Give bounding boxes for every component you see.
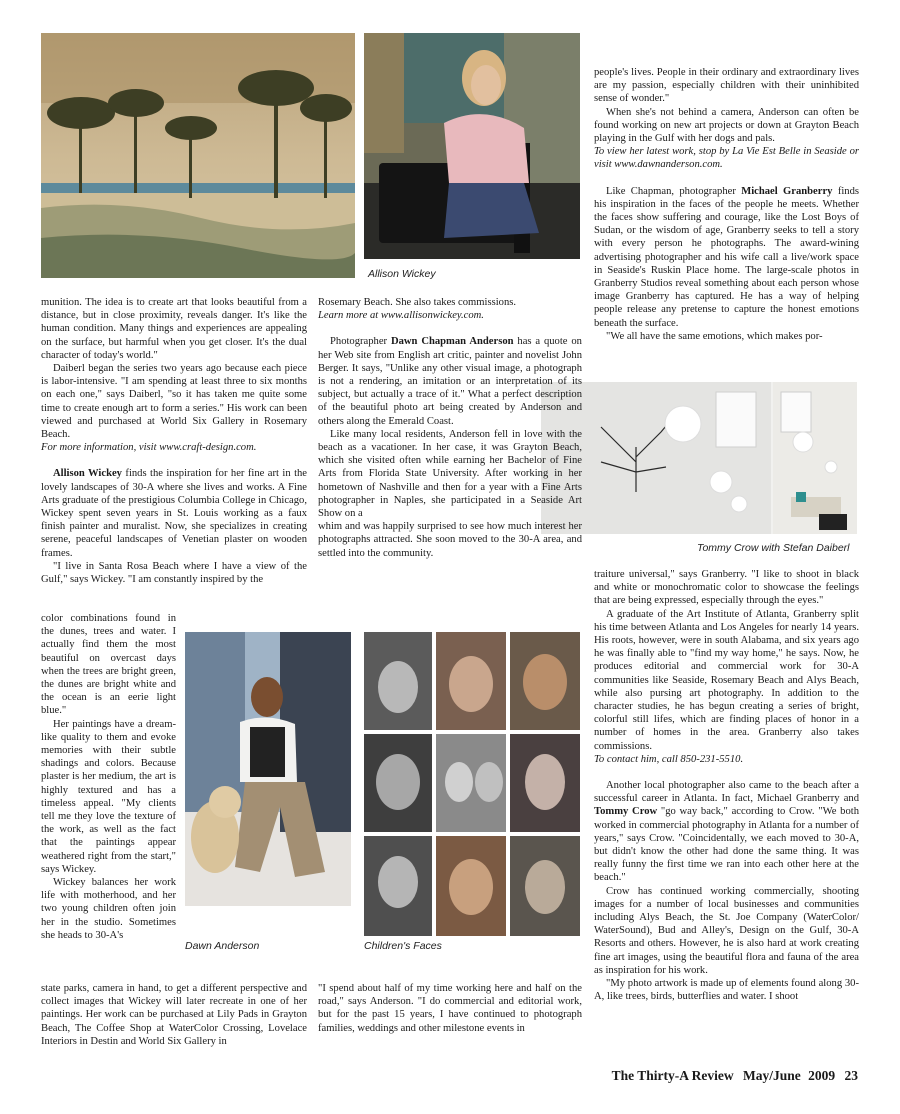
issue-month: May/June xyxy=(742,1068,801,1083)
paragraph: Like many local residents, Anderson fell in love with the beach as a vacationer. In her case, it was Grayton Beach, which she visited often while earning her Bachelor of Fine Arts from Florida State University. After working in her hometown of Nashville and then for a year with a Fine Arts photographer in Naples, she participated in a Seaside Art Show on a xyxy=(318,428,582,520)
paragraph-text: finds his inspiration in the faces of the people he meets. Whether the faces show suffering and courage, like the Lost Boys of Sudan, or the wisdom of age, Granberry seeks to tell a story with every person he photographs. The award-wining advertising photographer and his wife call a live/work space in Seaside's Ruskin Place home. The large-scale photos in Granberry Studios reveal something about each person whose image Granberry has captured. He has a way of helping people release any pretense to capture the honest emotions beneath the surface. xyxy=(594,185,860,329)
issue-year: 2009 xyxy=(808,1068,836,1083)
name-tommy-crow: Tommy Crow xyxy=(594,806,658,818)
credit-line: To contact him, call 850-231-5510. xyxy=(594,753,744,765)
column-3-bottom xyxy=(594,568,859,1004)
page-number: 23 xyxy=(844,1068,858,1083)
column-2-top xyxy=(318,296,582,560)
credit-line: For more information, visit www.craft-design.com. xyxy=(41,442,257,454)
paragraph-text: Photographer xyxy=(330,336,391,348)
paragraph-text: Another local photographer also came to the beach after a successful career in Atlanta. In fact, Michael Granberry and xyxy=(594,780,859,805)
paragraph: A graduate of the Art Institute of Atlanta, Granberry split his time between Atlanta and Los Angeles for nearly 14 years. His roots, however, were in south Alabama, and six years ago he was finally able to "find my way home," he says. Now, he produces editorial and commercial work for 30-A communities like Seaside, Rosemary Beach and Alys Beach, while also pursing art photography. In addition to the character studies, he has begun creating a series of bright, colorful still lifes, which are finding places of honor in a number of homes in the area. Granberry also takes commissions. xyxy=(594,608,859,752)
name-michael-granberry: Michael Granberry xyxy=(741,185,833,197)
allison-wickey-photo xyxy=(364,33,580,259)
landscape-painting-image xyxy=(41,33,355,278)
page-footer xyxy=(612,1068,858,1084)
paragraph: Her paintings have a dream-like quality to them and evoke memories with their subtle shadings and colors. Because plaster is her medium, the art is highly textured and has a timeless appeal. "My clients tell me they love the texture of the work, as well as the fact that the paintings appear weathered right from the start," says Wickey. xyxy=(41,718,176,875)
name-allison-wickey: Allison Wickey xyxy=(53,468,122,480)
paragraph-text: Like Chapman, photographer xyxy=(606,185,742,197)
paragraph: When she's not behind a camera, Anderson can often be found working on new art projects or down at Grayton Beach playing in the Gulf with her dogs and pals. xyxy=(594,106,859,145)
tommy-crow-photo xyxy=(541,382,857,534)
childrens-faces-caption: Children's Faces xyxy=(364,940,442,952)
paragraph: "I spend about half of my time working here and half on the road," says Anderson. "I do commercial and editorial work, but for the past 15 years, I have continued to photograph families, weddings and other milestone events in xyxy=(318,983,582,1034)
dawn-anderson-caption: Dawn Anderson xyxy=(185,940,260,952)
paragraph: state parks, camera in hand, to get a different perspective and collect images that Wickey will later recreate in one of her paintings. Her work can be purchased at Lily Pads in Grayton Beach, The Coffee Shop at WaterColor Crossing, Lovelace Interiors in Destin and World Six Gallery in xyxy=(41,983,307,1047)
tommy-crow-caption: Tommy Crow with Stefan Daiberl xyxy=(697,542,850,554)
paragraph: people's lives. People in their ordinary and extraordinary lives are my passion, especially children with their uninhibited sense of wonder." xyxy=(594,67,859,105)
column-1-bottom xyxy=(41,982,307,1048)
paragraph-text: finds the inspiration for her fine art in the lovely landscapes of 30-A where she lives and works. A Fine Arts graduate of the prestigious Columbia College in Chicago, Wickey spent seven years in St. Louis working as a faux finish painter and muralist. Now, she specializes in creating serene, peaceful landscapes of Venetian plaster on wooden frames. xyxy=(41,468,308,559)
column-1-top xyxy=(41,296,307,586)
paragraph: Wickey balances her work life with motherhood, and her two young children often join her in the studio. Sometimes she heads to 30-A's xyxy=(41,877,176,941)
column-1-narrow xyxy=(41,612,176,942)
childrens-faces-collage xyxy=(364,632,580,936)
credit-line: To view her latest work, stop by La Vie Est Belle in Seaside or visit www.dawnanderson.com. xyxy=(594,146,859,171)
paragraph: "We all have the same emotions, which makes por- xyxy=(606,330,823,342)
name-dawn-chapman-anderson: Dawn Chapman Anderson xyxy=(390,336,514,348)
paragraph: "My photo artwork is made up of elements found along 30-A, like trees, birds, butterflies and water. I shoot xyxy=(594,978,859,1003)
paragraph: traiture universal," says Granberry. "I like to shoot in black and white or monochromatic color to showcase the feelings that are being expressed, especially through the eyes." xyxy=(594,569,859,607)
paragraph: munition. The idea is to create art that looks beautiful from a distance, but in close proximity, reveals danger. It's like the human condition. Many things and experiences are appealing on the surface, but harmful when you get closer. It's the dual character of today's world." xyxy=(41,297,307,361)
paragraph: color combinations found in the dunes, trees and water. I actually find them the most beautiful on overcast days when the trees are bright green, the dunes are bright white and the ocean is an eerie light blue." xyxy=(41,613,176,717)
paragraph: whim and was happily surprised to see how much interest her photographs attracted. She soon moved to the 30-A area, and settled into the community. xyxy=(318,521,582,559)
paragraph: Rosemary Beach. She also takes commissions. xyxy=(318,297,517,308)
paragraph: Daiberl began the series two years ago because each piece is labor-intensive. "I am spending at least three to six months on each one," says Daiberl, "so it has taken me quite some time to create enough art to form a series." His work can been viewed and purchased at World Six Gallery in Rosemary Beach. xyxy=(41,363,307,441)
allison-wickey-caption: Allison Wickey xyxy=(368,268,436,280)
column-3-top xyxy=(594,66,859,343)
column-2-bottom xyxy=(318,982,582,1035)
publication-name: The Thirty-A Review xyxy=(611,1068,734,1083)
paragraph: Crow has continued working commercially, shooting images for a number of local businesses and communities including Alys Beach, the St. Joe Company (WaterColor/ WaterSound), Bud and Alley's, Design on the Gulf, 30-A Resorts and others. However, he is also hard at work creating fine art images, using the beautiful flora and fauna of the area as inspiration for his work. xyxy=(594,885,859,976)
credit-line: Learn more at www.allisonwickey.com. xyxy=(318,310,484,322)
paragraph-text: "go way back," according to Crow. "We both worked in commercial photography in Atlanta for a number of years," says Crow. "Coincidentally, we each moved to 30-A, but didn't know the other had done the same thing. It was really funny the first time we ran into each other here at the beach." xyxy=(594,806,859,884)
dawn-anderson-photo xyxy=(185,632,351,906)
paragraph: "I live in Santa Rosa Beach where I have a view of the Gulf," says Wickey. "I am constantly inspired by the xyxy=(41,560,307,586)
paragraph-text: has a quote on her Web site from English art critic, painter and novelist John Berger. It says, "Unlike any other visual image, a photograph is not a rendering, an imitation or an interpretation of its subject, but actually a trace of it." What a perfect description of the beautiful photo art being created by Anderson and others along the Emerald Coast. xyxy=(318,336,582,427)
